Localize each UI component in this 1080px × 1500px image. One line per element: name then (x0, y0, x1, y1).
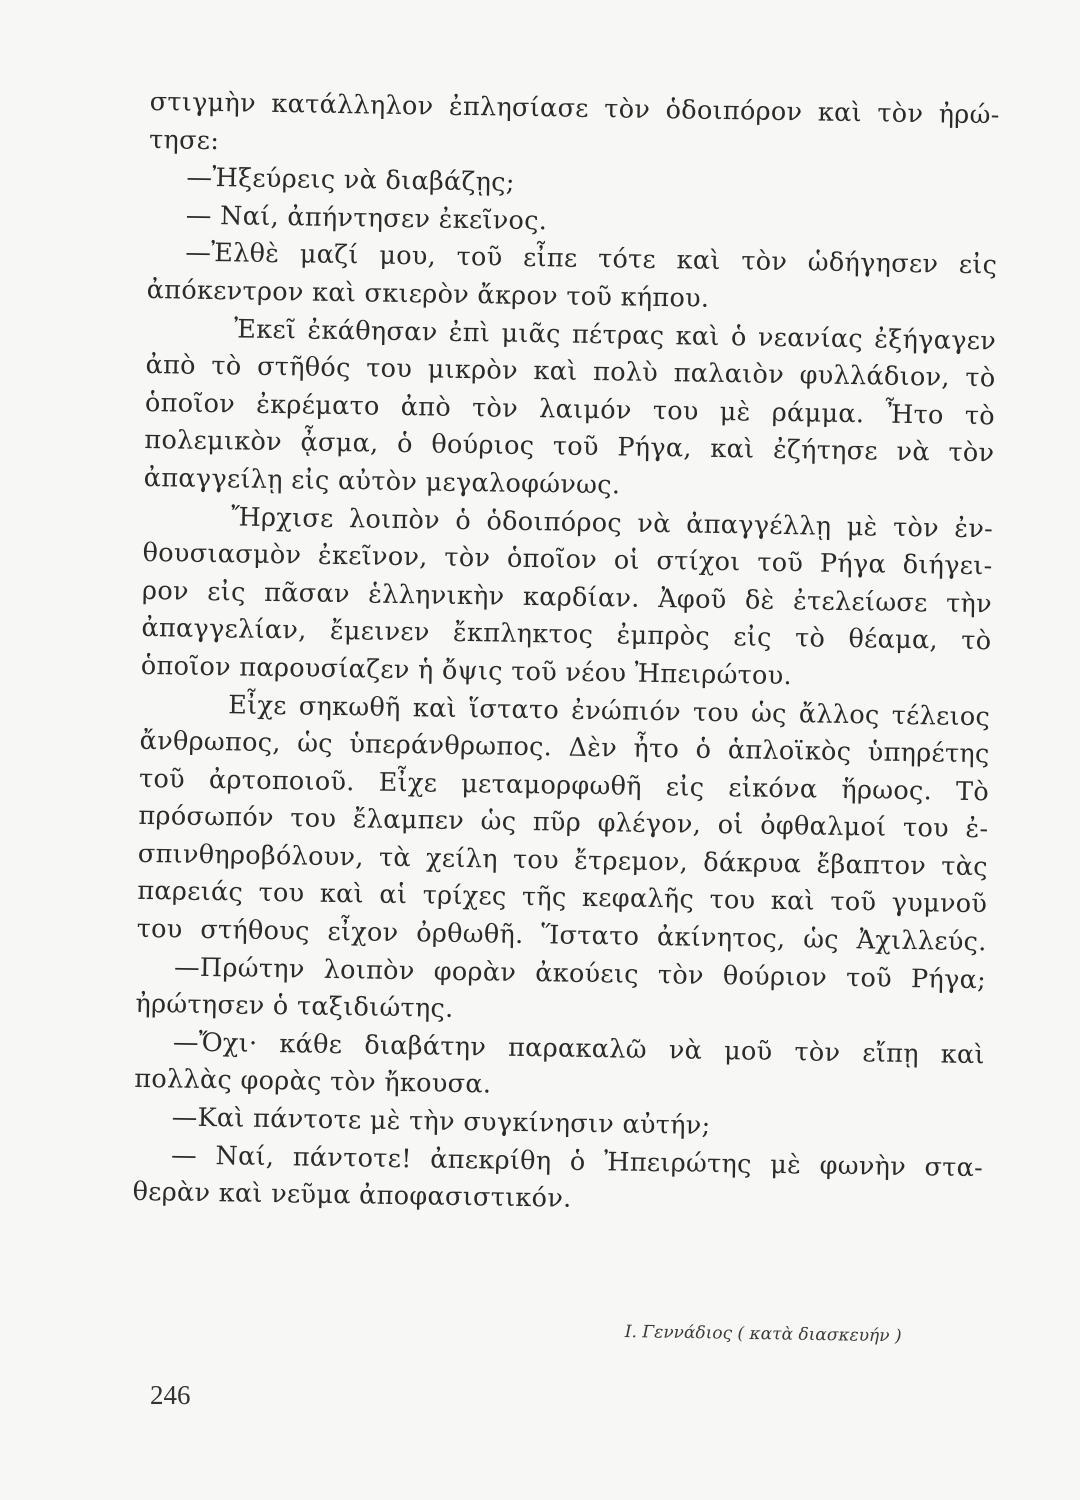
text-line: θερὰν καὶ νεῦμα ἀποφασιστικόν. (132, 1177, 572, 1214)
text-line: ἀπαγγελίαν, ἔμεινεν ἔκπληκτος ἐμπρὸς εἰς τὸ θέαμα, τὸ (141, 613, 992, 657)
text-line: —Καὶ πάντοτε μὲ τὴν συγκίνησιν αὐτήν; (171, 1102, 711, 1141)
text-line: ἠρώτησεν ὁ ταξιδιώτης. (135, 989, 454, 1025)
text-line: στιγμὴν κατάλληλον ἐπλησίασε τὸν ὁδοιπόρον καὶ τὸν ἠρώ- (149, 86, 1000, 131)
text-line: θουσιασμὸν ἐκεῖνον, τὸν ὁποῖον οἱ στίχοι τοῦ Ρήγα διήγει- (142, 538, 993, 582)
text-line: Ἐκεῖ ἐκάθησαν ἐπὶ μιᾶς πέτρας καὶ ὁ νεανίας ἐξήγαγεν (233, 313, 997, 356)
attribution: Ι. Γεννάδιος ( κατὰ διασκευήν ) (624, 1322, 902, 1347)
text-line: Εἶχε σηκωθῆ καὶ ἵστατο ἐνώπιόν του ὡς ἄλλος τέλειος (228, 689, 991, 732)
text-line: πρόσωπόν του ἔλαμπεν ὡς πῦρ φλέγον, οἱ ὀφθαλμοί του ἐ- (138, 801, 989, 845)
text-line: ὁποῖον παρουσίαζεν ἡ ὄψις τοῦ νέου Ἠπειρώτου. (140, 650, 793, 692)
text-line: —Ἐλθὲ μαζί μου, τοῦ εἶπε τότε καὶ τὸν ὡδήγησεν εἰς (185, 237, 998, 281)
text-line: — Ναί, πάντοτε! ἀπεκρίθη ὁ Ἠπειρώτης μὲ φωνὴν στα- (170, 1140, 984, 1183)
text-line: τοῦ ἀρτοποιοῦ. Εἶχε μεταμορφωθῆ εἰς εἰκόνα ἥρωος. Τὸ (138, 763, 990, 807)
text-line: —Ὄχι· κάθε διαβάτην παρακαλῶ νὰ μοῦ τὸν εἴπῃ καὶ (172, 1027, 986, 1071)
text-line: του στήθους εἶχον ὀρθωθῆ. Ἵστατο ἀκίνητος, ὡς Ἀχιλλεύς. (136, 913, 987, 958)
text-line: —Πρώτην λοιπὸν φορὰν ἀκούεις τὸν θούριον τοῦ Ρήγα; (173, 952, 987, 995)
text-line: πολεμικὸν ᾆσμα, ὁ θούριος τοῦ Ρήγα, καὶ ἐζήτησε νὰ τὸν (144, 425, 995, 469)
body-text (132, 84, 1000, 1225)
text-line: — Ναί, ἀπήντησεν ἐκεῖνος. (185, 200, 548, 237)
text-line: πολλὰς φορὰς τὸν ἤκουσα. (134, 1064, 492, 1100)
text-line: σπινθηροβόλουν, τὰ χείλη του ἔτρεμον, δάκρυα ἔβαπτον τὰς (137, 838, 989, 883)
text-line: ἀπὸ τὸ στῆθός του μικρὸν καὶ πολὺ παλαιὸν φυλλάδιον, τὸ (145, 350, 996, 394)
text-line: τησε: (148, 124, 220, 156)
text-line: ἀπόκεντρον καὶ σκιερὸν ἄκρον τοῦ κήπου. (146, 274, 710, 314)
text-line: παρειάς του καὶ αἱ τρίχες τῆς κεφαλῆς του καὶ τοῦ γυμνοῦ (137, 876, 988, 920)
text-line: ἀπαγγείλῃ εἰς αὐτὸν μεγαλοφώνως. (143, 462, 621, 501)
text-line: —Ἠξεύρεις νὰ διαβάζῃς; (186, 162, 515, 198)
page-number: 246 (150, 1380, 191, 1410)
text-line: Ἤρχισε λοιπὸν ὁ ὁδοιπόρος νὰ ἀπαγγέλλῃ μὲ τὸν ἐν- (230, 501, 994, 544)
text-line: ὁποῖον ἐκρέματο ἀπὸ τὸν λαιμόν του μὲ ράμμα. Ἦτο τὸ (144, 387, 996, 432)
text-line: ρον εἰς πᾶσαν ἑλληνικὴν καρδίαν. Ἀφοῦ δὲ ἐτελείωσε τὴν (141, 575, 993, 620)
text-line: ἄνθρωπος, ὡς ὑπεράνθρωπος. Δὲν ἦτο ὁ ἁπλοϊκὸς ὑπηρέτης (139, 726, 990, 770)
